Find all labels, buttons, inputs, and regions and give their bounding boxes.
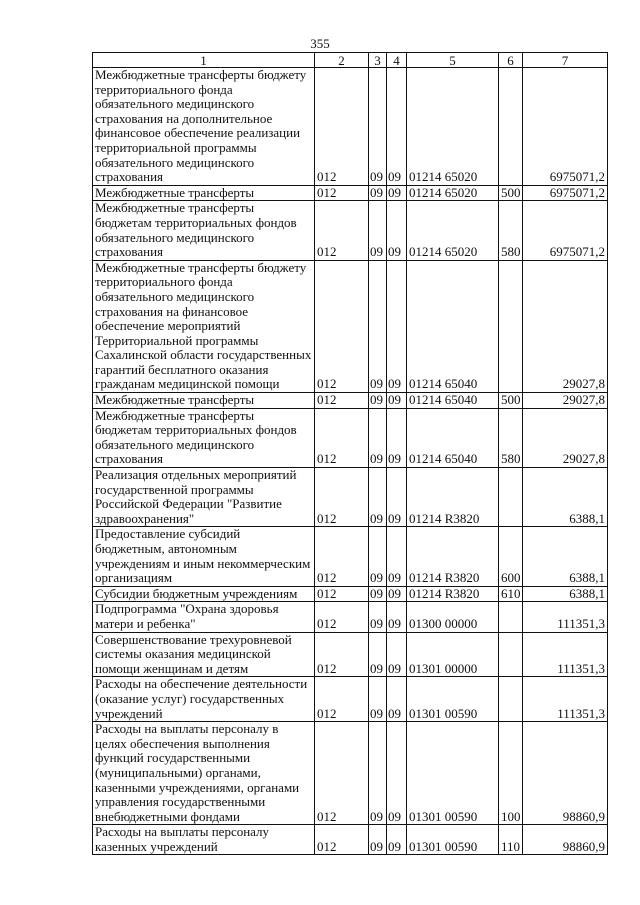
- row-csr: 01214 65040: [407, 260, 499, 392]
- row-gr: 012: [315, 632, 369, 677]
- row-gr: 012: [315, 260, 369, 392]
- row-rz: 09: [369, 201, 387, 260]
- row-gr: 012: [315, 393, 369, 409]
- row-pr: 09: [387, 677, 407, 722]
- row-name: Межбюджетные трансферты: [93, 393, 315, 409]
- table-row: [93, 825, 608, 855]
- row-csr: 01214 65020: [407, 201, 499, 260]
- row-gr: 012: [315, 527, 369, 586]
- row-vr: 580: [499, 408, 523, 467]
- row-sum: 111351,3: [523, 677, 608, 722]
- row-rz: 09: [369, 586, 387, 602]
- row-rz: 09: [369, 527, 387, 586]
- row-gr: 012: [315, 185, 369, 201]
- col-header-2: 2: [315, 53, 369, 68]
- row-gr: 012: [315, 677, 369, 722]
- row-rz: 09: [369, 408, 387, 467]
- row-csr: 01301 00590: [407, 677, 499, 722]
- row-name: Расходы на обеспечение деятельности (оказание услуг) государственных учреждений: [93, 677, 315, 722]
- row-rz: 09: [369, 825, 387, 855]
- row-name: Межбюджетные трансферты бюджету территориального фонда обязательного медицинского страхования на дополнительное финансовое обеспечение реализации территориальной программы обязательного медицинского страхования: [93, 68, 315, 186]
- row-sum: 98860,9: [523, 722, 608, 825]
- row-vr: 500: [499, 393, 523, 409]
- row-name: Межбюджетные трансферты бюджету территориального фонда обязательного медицинского страхования на финансовое обеспечение мероприятий Территориальной программы Сахалинской области государственных гарантий бесплатного оказания гражданам медицинской помощи: [93, 260, 315, 392]
- row-csr: 01214 65040: [407, 393, 499, 409]
- row-gr: 012: [315, 408, 369, 467]
- row-pr: 09: [387, 68, 407, 186]
- row-gr: 012: [315, 201, 369, 260]
- row-rz: 09: [369, 468, 387, 527]
- row-csr: 01214 65020: [407, 68, 499, 186]
- row-vr: 100: [499, 722, 523, 825]
- row-gr: 012: [315, 825, 369, 855]
- row-sum: 29027,8: [523, 393, 608, 409]
- row-rz: 09: [369, 632, 387, 677]
- row-name: Реализация отдельных мероприятий государственной программы Российской Федерации "Развитие здравоохранения": [93, 468, 315, 527]
- budget-table: [92, 52, 608, 855]
- row-vr: 600: [499, 527, 523, 586]
- row-rz: 09: [369, 677, 387, 722]
- row-rz: 09: [369, 393, 387, 409]
- row-pr: 09: [387, 632, 407, 677]
- row-vr: [499, 632, 523, 677]
- row-vr: 610: [499, 586, 523, 602]
- table-row: [93, 393, 608, 409]
- col-header-4: 4: [387, 53, 407, 68]
- row-rz: 09: [369, 185, 387, 201]
- row-gr: 012: [315, 602, 369, 632]
- row-sum: 6388,1: [523, 586, 608, 602]
- row-vr: 110: [499, 825, 523, 855]
- row-sum: 6975071,2: [523, 68, 608, 186]
- row-csr: 01300 00000: [407, 602, 499, 632]
- row-sum: 111351,3: [523, 632, 608, 677]
- table-row: [93, 468, 608, 527]
- col-header-3: 3: [369, 53, 387, 68]
- row-pr: 09: [387, 722, 407, 825]
- row-name: Подпрограмма "Охрана здоровья матери и ребенка": [93, 602, 315, 632]
- row-vr: [499, 602, 523, 632]
- row-name: Межбюджетные трансферты: [93, 185, 315, 201]
- row-csr: 01214 R3820: [407, 468, 499, 527]
- table-row: [93, 201, 608, 260]
- row-csr: 01301 00590: [407, 825, 499, 855]
- row-pr: 09: [387, 260, 407, 392]
- table-body: [93, 68, 608, 855]
- row-name: Субсидии бюджетным учреждениям: [93, 586, 315, 602]
- table-row: [93, 677, 608, 722]
- row-vr: 580: [499, 201, 523, 260]
- row-sum: 29027,8: [523, 260, 608, 392]
- row-csr: 01301 00000: [407, 632, 499, 677]
- row-pr: 09: [387, 393, 407, 409]
- row-pr: 09: [387, 201, 407, 260]
- row-csr: 01301 00590: [407, 722, 499, 825]
- row-name: Межбюджетные трансферты бюджетам территориальных фондов обязательного медицинского страхования: [93, 408, 315, 467]
- row-csr: 01214 R3820: [407, 527, 499, 586]
- row-sum: 6388,1: [523, 468, 608, 527]
- row-rz: 09: [369, 68, 387, 186]
- table-row: [93, 722, 608, 825]
- row-name: Расходы на выплаты персоналу казенных учреждений: [93, 825, 315, 855]
- row-pr: 09: [387, 825, 407, 855]
- row-sum: 29027,8: [523, 408, 608, 467]
- row-vr: [499, 677, 523, 722]
- header-row: [93, 53, 608, 68]
- row-sum: 6388,1: [523, 527, 608, 586]
- table-row: [93, 68, 608, 186]
- table-row: [93, 632, 608, 677]
- page-number: 355: [310, 36, 330, 51]
- row-gr: 012: [315, 68, 369, 186]
- col-header-5: 5: [407, 53, 499, 68]
- table-row: [93, 185, 608, 201]
- row-pr: 09: [387, 586, 407, 602]
- row-name: Расходы на выплаты персоналу в целях обеспечения выполнения функций государственными (муниципальными) органами, казенными учреждениями, органами управления государственными внебюджетными фондами: [93, 722, 315, 825]
- row-pr: 09: [387, 408, 407, 467]
- row-name: Предоставление субсидий бюджетным, автономным учреждениям и иным некоммерческим организациям: [93, 527, 315, 586]
- row-csr: 01214 R3820: [407, 586, 499, 602]
- col-header-7: 7: [523, 53, 608, 68]
- row-rz: 09: [369, 260, 387, 392]
- table-row: [93, 527, 608, 586]
- row-sum: 111351,3: [523, 602, 608, 632]
- row-vr: [499, 260, 523, 392]
- row-rz: 09: [369, 602, 387, 632]
- row-gr: 012: [315, 586, 369, 602]
- col-header-6: 6: [499, 53, 523, 68]
- row-pr: 09: [387, 527, 407, 586]
- row-vr: [499, 468, 523, 527]
- row-vr: 500: [499, 185, 523, 201]
- row-gr: 012: [315, 468, 369, 527]
- row-gr: 012: [315, 722, 369, 825]
- row-csr: 01214 65040: [407, 408, 499, 467]
- col-header-1: 1: [93, 53, 315, 68]
- table-row: [93, 602, 608, 632]
- row-csr: 01214 65020: [407, 185, 499, 201]
- row-name: Межбюджетные трансферты бюджетам территориальных фондов обязательного медицинского страхования: [93, 201, 315, 260]
- row-sum: 6975071,2: [523, 185, 608, 201]
- row-pr: 09: [387, 468, 407, 527]
- row-rz: 09: [369, 722, 387, 825]
- table-row: [93, 260, 608, 392]
- row-pr: 09: [387, 185, 407, 201]
- row-sum: 6975071,2: [523, 201, 608, 260]
- table-row: [93, 408, 608, 467]
- row-pr: 09: [387, 602, 407, 632]
- row-sum: 98860,9: [523, 825, 608, 855]
- row-vr: [499, 68, 523, 186]
- row-name: Совершенствование трехуровневой системы оказания медицинской помощи женщинам и детям: [93, 632, 315, 677]
- table-row: [93, 586, 608, 602]
